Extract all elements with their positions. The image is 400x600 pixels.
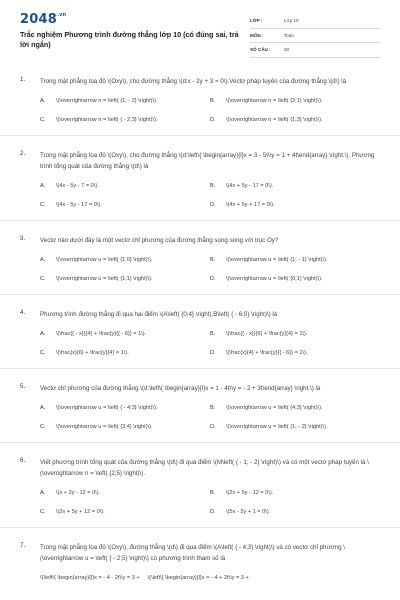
meta-row-count [250,43,380,58]
logo-text: 2048 [20,12,57,27]
answer-text: \(\overrightarrow u = \left( {0;1} \right)\). [226,276,323,282]
answer-text: \(4x - 5y - 17 = 0\). [56,202,102,208]
question-text: Trong mặt phẳng tọa độ \(Oxy\), cho đường thẳng \(d:\left\{ \begin{array}{l}x = 3 - 5t\\y = 1 + 4t\end{array} \right.\). Phương trình tổng quát của đường thẳng \(d\) là [40,152,375,170]
meta-row-class [250,14,380,29]
answer-text: \(\overrightarrow u = \left( { - 4;3} \right)\). [56,405,158,411]
question-number: 7. [20,542,26,549]
answer-text: \(\left\{ \begin{array}{l}x = - 4 - 2t\\y = 3 + [40,575,140,581]
answer-letter: D. [210,276,216,282]
answer-letter: B. [210,331,216,337]
meta-row-subject [250,29,380,44]
question-text: Trong mặt phẳng tọa độ \(Oxy\), cho đường thẳng \(d:x - 2y + 3 = 0\).Vectơ pháp tuyến của đường thẳng \(d\) là [40,78,347,85]
answer-text: \(x + 2y - 12 = 0\). [56,490,101,496]
question-text: Vectơ chỉ phương của đường thẳng \(d:\left\{ \begin{array}{l}x = 1 - 4t\\y = - 2 + 3t\end{array} \right.\) là [40,385,321,392]
answer-letter: C. [40,117,46,123]
answer-text: \(\overrightarrow u = \left( {1; - 1} \right)\). [226,257,328,263]
question-text: Phương trình đường thẳng đi qua hai điểm \(A\left( {0;4} \right),B\left( { - 6;0} \right)\) là [40,311,278,318]
answer-option-b[interactable] [210,256,380,265]
answer-option-a[interactable] [40,330,210,339]
answer-option-d[interactable] [210,201,380,210]
answer-options [40,182,380,210]
answer-letter: A. [40,331,46,337]
answer-option-b[interactable] [210,97,380,106]
answer-letter: C. [40,276,46,282]
answer-text: \(\overrightarrow u = \left( {4;3} \right)\). [226,405,323,411]
answer-letter: B. [210,98,216,104]
answer-letter: C. [40,350,46,356]
answer-option-d[interactable] [210,116,380,125]
answer-letter: D. [210,509,216,515]
answer-options [40,574,380,583]
question-item [0,62,400,135]
meta-value: 20 [284,47,290,53]
answer-options [40,330,380,358]
answer-letter: C. [40,509,46,515]
answer-text: \(\overrightarrow n = \left( {2;1} \right)\). [226,98,323,104]
answer-option-a[interactable] [40,404,210,413]
answer-text: \(\overrightarrow u = \left( {3;4} \right)\). [56,424,153,430]
answer-option-b[interactable] [210,489,380,498]
answer-letter: D. [210,424,216,430]
answer-option-b[interactable] [210,330,380,339]
question-number: 1. [20,76,26,83]
question-item [0,368,400,442]
question-item [0,294,400,368]
question-number: 6. [20,457,26,464]
answer-text: \(\overrightarrow u = \left( {1;1} \right)\). [56,276,153,282]
meta-label: SỐ CÂU : [250,47,271,53]
meta-label: MÔN : [250,32,264,38]
answer-option-c[interactable] [40,508,210,517]
quiz-meta [250,14,380,58]
answer-options [40,404,380,432]
answer-option-d[interactable] [210,423,380,432]
meta-value: Toán [284,32,294,38]
answer-option-a[interactable] [40,97,210,106]
question-text: Trong mặt phẳng tọa độ \(Oxy\), đường thẳng \(d\) đi qua điểm \(A\left( { - 4;3} \right)\) và có vectơ chỉ phương \(\overrightarrow u = \left( { - 2;5} \right)\) có phương trình tham số là [40,544,345,562]
answer-letter: A. [40,405,46,411]
answer-letter: D. [210,350,216,356]
page-header [0,0,400,62]
answer-text: \(\overrightarrow n = \left( {1;3} \right)\). [226,117,323,123]
answer-options [40,256,380,284]
meta-value: Lớp 10 [284,18,299,24]
answer-text: \(4x + 5y + 17 = 0\). [226,202,275,208]
answer-letter: C. [40,424,46,430]
answer-letter: B. [210,183,216,189]
answer-letter: A. [40,98,46,104]
answer-text: \(5x - 2y + 1 = 0\). [226,509,271,515]
question-item [0,442,400,527]
answer-text: \(4x - 5y - 7 = 0\). [56,183,99,189]
question-number: 2. [20,150,26,157]
answer-option-d[interactable] [210,275,380,284]
answer-text: \(\overrightarrow n = \left( {1; - 2} \right)\). [56,98,158,104]
answer-option-a[interactable] [40,256,210,265]
answer-option-b[interactable] [210,182,380,191]
answer-text: \(\left\{ \begin{array}{l}x = - 4 + 2t\\y = 3 + [147,575,249,581]
logo-tld: .vn [56,12,67,18]
answer-text: \(\overrightarrow u = \left( {1; - 2} \right)\). [226,424,328,430]
question-list [0,62,400,593]
question-item [0,135,400,220]
answer-option-c[interactable] [40,423,210,432]
answer-text: \(2x + 5y - 12 = 0\). [226,490,274,496]
answer-option-b[interactable] [210,404,380,413]
page-title: Trắc nghiệm Phương trình đường thẳng lớp 10 (có đúng sai, trả lời ngắn) [20,30,239,49]
meta-label: LỚP : [250,18,263,24]
answer-option-d[interactable] [210,508,380,517]
answer-letter: B. [210,257,216,263]
answer-option-a[interactable] [40,574,140,583]
question-text: Vectơ nào dưới đây là một vectơ chỉ phương của đường thẳng song song với trục Oy? [40,237,279,244]
question-item [0,527,400,593]
answer-letter: A. [40,257,46,263]
answer-option-b[interactable] [148,574,249,583]
answer-text: \(2x + 5y + 12 = 0\). [56,509,105,515]
answer-text: \(\frac{{ - x}}{4} + \frac{y}{{ - 6}} = 1\). [56,331,147,337]
answer-text: \(\overrightarrow n = \left( { - 2;3} \right)\). [56,117,158,123]
question-text: Viết phương trình tổng quát của đường thẳng \(d\) đi qua điểm \(M\left( { - 1; - 2} \right)\) và có một vectơ pháp tuyến là \(\overrightarrow n = \left( {2;5} \right)\). [40,459,369,477]
answer-option-c[interactable] [40,275,210,284]
answer-option-c[interactable] [40,349,210,358]
answer-option-c[interactable] [40,201,210,210]
answer-text: \(\overrightarrow u = \left( {1;0} \right)\). [56,257,153,263]
answer-option-c[interactable] [40,116,210,125]
answer-letter: D. [210,202,216,208]
answer-options [40,97,380,125]
answer-letter: A. [40,183,46,189]
answer-option-d[interactable] [210,349,380,358]
site-logo[interactable] [20,12,66,27]
question-number: 5. [20,383,26,390]
question-item [0,220,400,294]
answer-text: \(\frac{x}{6} + \frac{y}{4} = 1\). [56,350,129,356]
answer-option-a[interactable] [40,182,210,191]
question-number: 4. [20,309,26,316]
answer-letter: C. [40,202,46,208]
answer-option-a[interactable] [40,489,210,498]
answer-text: \(\frac{{ - x}}{6} + \frac{y}{4} = 1\). [226,331,308,337]
answer-letter: A. [40,490,46,496]
answer-text: \(4x + 5y - 17 = 0\). [226,183,274,189]
answer-letter: D. [210,117,216,123]
question-number: 3. [20,235,26,242]
answer-letter: B. [210,490,216,496]
answer-options [40,489,380,517]
answer-letter: B. [210,405,216,411]
answer-text: \(\frac{x}{4} + \frac{y}{{ - 6}} = 1\). [226,350,308,356]
